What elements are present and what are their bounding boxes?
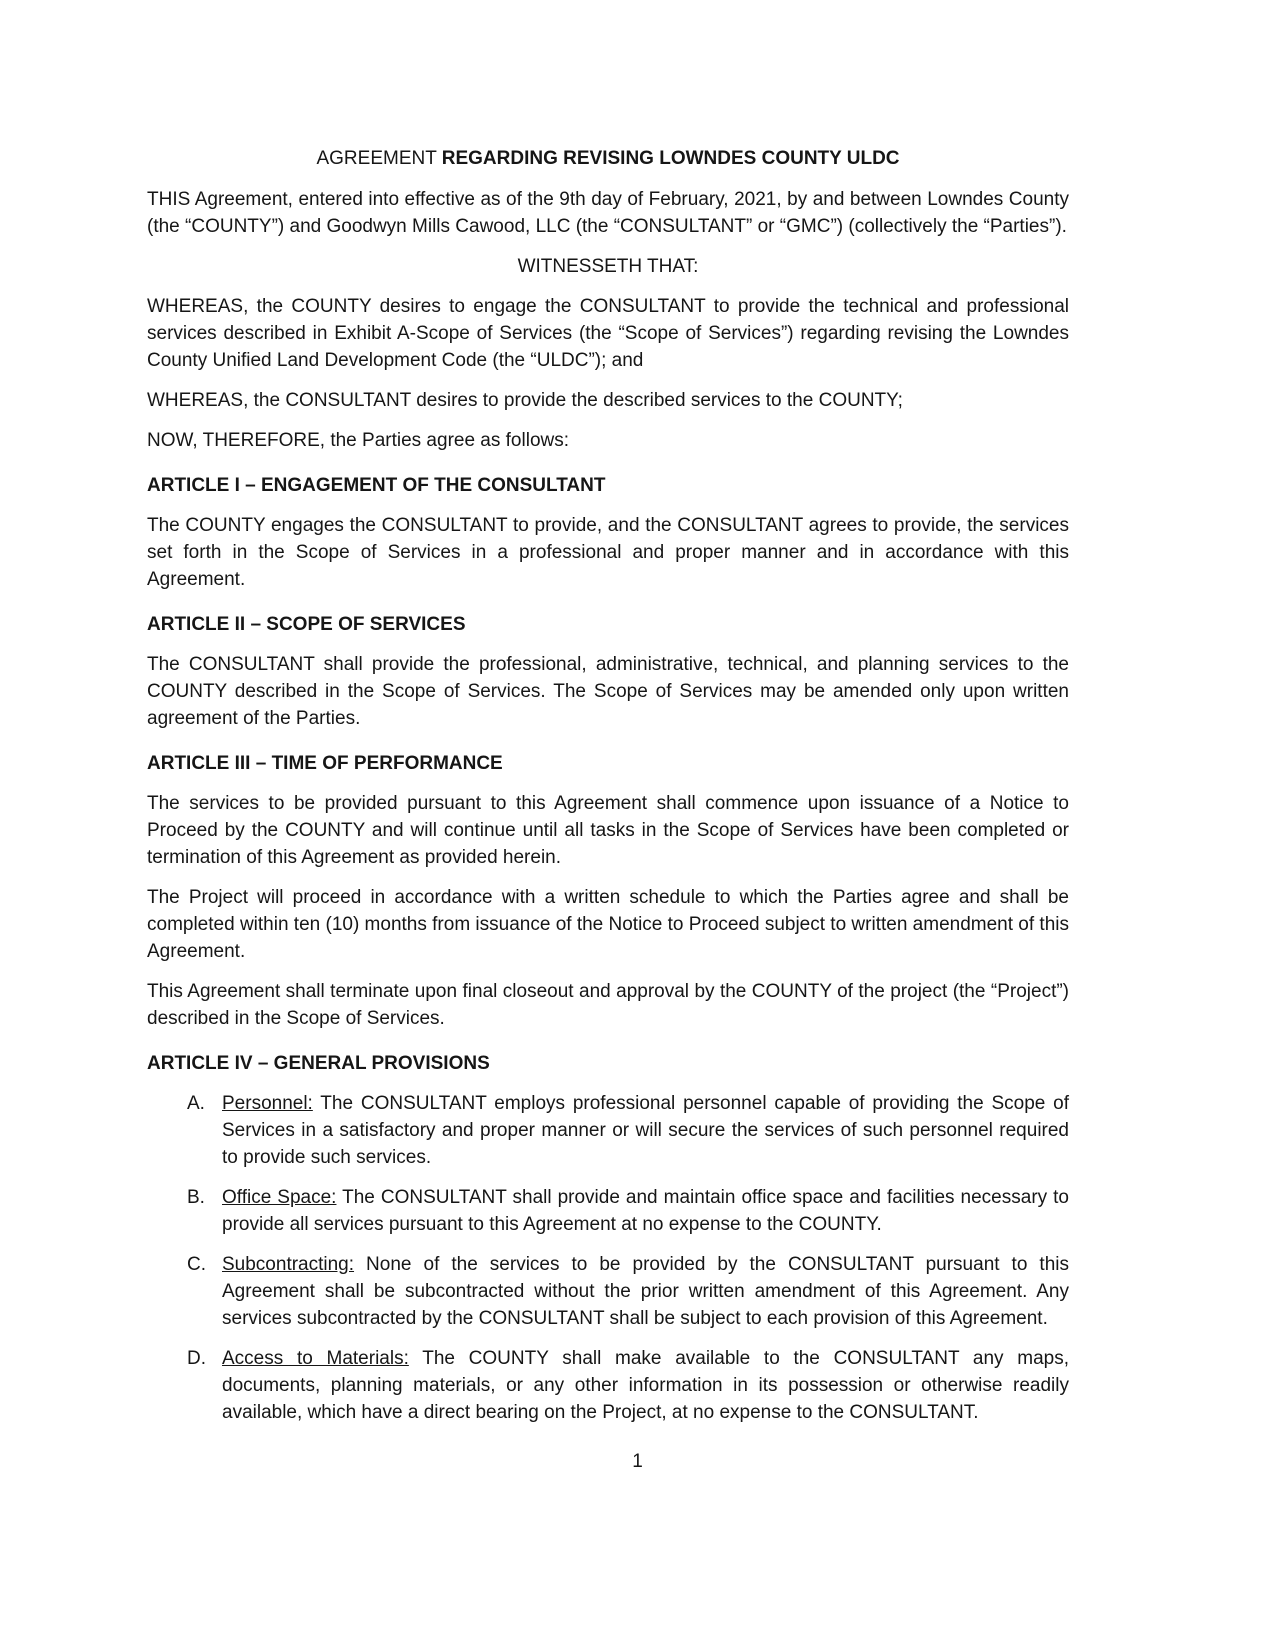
title-prefix: AGREEMENT	[316, 148, 442, 169]
intro-paragraph: THIS Agreement, entered into effective as of the 9th day of February, 2021, by and between Lowndes County (the “COUNTY”) and Goodwyn Mills Cawood, LLC (the “CONSULTANT” or “GMC”) (collectively the “Parties”).	[147, 189, 1069, 237]
provision-label: Subcontracting:	[222, 1254, 355, 1275]
article-3-paragraph: The Project will proceed in accordance with a written schedule to which the Parties agree and shall be completed within ten (10) months from issuance of the Notice to Proceed subject to written amendment of this Agreement.	[147, 887, 1069, 962]
article-4-heading: ARTICLE IV – GENERAL PROVISIONS	[147, 1053, 490, 1074]
article-3-heading: ARTICLE III – TIME OF PERFORMANCE	[147, 753, 503, 774]
provision-text: The CONSULTANT shall provide and maintain office space and facilities necessary to provide all services pursuant to this Agreement at no expense to the COUNTY.	[222, 1187, 1069, 1235]
recital-paragraph: NOW, THEREFORE, the Parties agree as follows:	[147, 430, 570, 451]
provision-letter: D.	[187, 1348, 206, 1369]
provision-letter: B.	[187, 1187, 205, 1208]
page-number: 1	[632, 1451, 643, 1472]
provision-letter: A.	[187, 1093, 205, 1114]
provision-text: The COUNTY shall make available to the CONSULTANT any maps, documents, planning materials, or any other information in its possession or otherwise readily available, which have a direct bearing on the Project, at no expense to the CONSULTANT.	[222, 1348, 1069, 1423]
article-1-paragraph: The COUNTY engages the CONSULTANT to provide, and the CONSULTANT agrees to provide, the services set forth in the Scope of Services in a professional and proper manner and in accordance with this Agreement.	[147, 515, 1069, 590]
title-main: REGARDING REVISING LOWNDES COUNTY ULDC	[441, 148, 900, 169]
provision-item-subcontracting	[147, 1251, 1069, 1332]
recital-paragraph: WHEREAS, the CONSULTANT desires to provide the described services to the COUNTY;	[147, 390, 903, 411]
article-3-paragraph: The services to be provided pursuant to this Agreement shall commence upon issuance of a Notice to Proceed by the COUNTY and will continue until all tasks in the Scope of Services have been completed or termination of this Agreement as provided herein.	[147, 793, 1069, 868]
provision-item-office-space	[147, 1184, 1069, 1238]
provision-letter: C.	[187, 1254, 206, 1275]
provision-item-personnel	[147, 1090, 1069, 1171]
article-2-paragraph: The CONSULTANT shall provide the professional, administrative, technical, and planning services to the COUNTY described in the Scope of Services. The Scope of Services may be amended only upon written agreement of the Parties.	[147, 654, 1069, 729]
provision-label: Personnel:	[222, 1093, 313, 1114]
document-title	[147, 145, 1069, 172]
provision-label: Access to Materials:	[222, 1348, 409, 1369]
provision-label: Office Space:	[222, 1187, 337, 1208]
article-1-heading: ARTICLE I – ENGAGEMENT OF THE CONSULTANT	[147, 475, 606, 496]
article-2-heading: ARTICLE II – SCOPE OF SERVICES	[147, 614, 466, 635]
witnesseth-heading: WITNESSETH THAT:	[517, 256, 699, 277]
recital-paragraph: WHEREAS, the COUNTY desires to engage the CONSULTANT to provide the technical and professional services described in Exhibit A-Scope of Services (the “Scope of Services”) regarding revising the Lowndes County Unified Land Development Code (the “ULDC”); and	[147, 296, 1069, 371]
provision-text: None of the services to be provided by the CONSULTANT pursuant to this Agreement shall be subcontracted without the prior written amendment of this Agreement. Any services subcontracted by the CONSULTANT shall be subject to each provision of this Agreement.	[222, 1254, 1069, 1329]
provision-item-access-to-materials	[147, 1345, 1069, 1426]
article-3-paragraph: This Agreement shall terminate upon final closeout and approval by the COUNTY of the project (the “Project”) described in the Scope of Services.	[147, 981, 1069, 1029]
provision-text: The CONSULTANT employs professional personnel capable of providing the Scope of Services in a satisfactory and proper manner or will secure the services of such personnel required to provide such services.	[222, 1093, 1069, 1168]
